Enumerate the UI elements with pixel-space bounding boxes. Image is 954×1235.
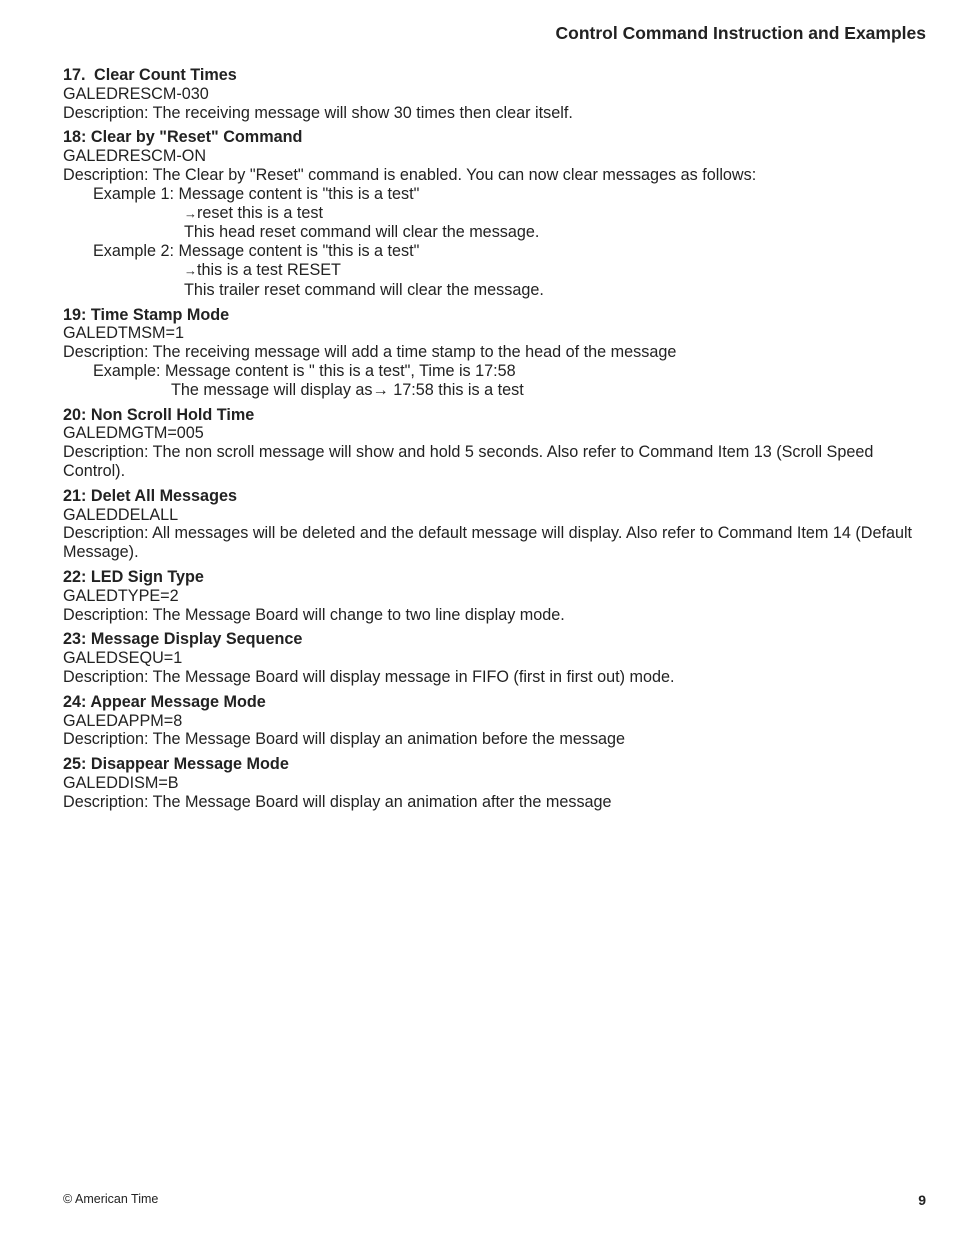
section-25 (63, 755, 918, 811)
description: Description: The Message Board will display message in FIFO (first in first out) mode. (63, 667, 675, 686)
section-title (63, 306, 918, 325)
section-number: 20: (63, 405, 87, 424)
command-code: GALEDSEQU=1 (63, 649, 183, 668)
section-20 (63, 406, 918, 481)
section-title-text: Disappear Message Mode (90, 755, 289, 774)
description: Description: The Message Board will display an animation after the message (63, 792, 612, 811)
page-number: 9 (918, 1192, 926, 1208)
description: Description: The receiving message will add a time stamp to the head of the message (63, 343, 677, 362)
example-result-text: reset this is a test (197, 203, 323, 222)
example-note: This head reset command will clear the message. (184, 223, 540, 242)
section-19 (63, 306, 918, 400)
page-header-title: Control Command Instruction and Examples (555, 23, 926, 43)
section-title (63, 755, 918, 774)
example-result-text: this is a test RESET (197, 260, 341, 279)
command-code: GALEDDELALL (63, 505, 179, 524)
example-result (63, 261, 918, 281)
description: Description: The non scroll message will show and hold 5 seconds. Also refer to Command Item 13 (Scroll Speed Control). (63, 443, 874, 480)
section-number: 25: (63, 755, 87, 774)
arrow-icon: → (184, 262, 197, 278)
command-code: GALEDAPPM=8 (63, 711, 183, 730)
description: Description: The receiving message will show 30 times then clear itself. (63, 103, 573, 122)
section-title-text: Appear Message Mode (90, 692, 266, 711)
section-24 (63, 693, 918, 749)
example-label: Example 1: Message content is "this is a test" (93, 184, 420, 203)
footer-copyright: © American Time (63, 1192, 159, 1206)
example-label: Example 2: Message content is "this is a test" (93, 242, 420, 261)
section-number: 17. (63, 66, 86, 84)
section-number: 24: (63, 692, 87, 711)
section-22 (63, 568, 918, 624)
section-title (63, 630, 918, 649)
command-code: GALEDTMSM=1 (63, 324, 184, 343)
section-18 (63, 128, 918, 299)
example-result (63, 204, 918, 224)
description: Description: The Message Board will change to two line display mode. (63, 605, 565, 624)
description: Description: All messages will be deleted and the default message will display. Also refer to Command Item 14 (Default Message). (63, 524, 913, 562)
example-label: Example: Message content is " this is a test", Time is 17:58 (93, 361, 516, 380)
arrow-icon: → (184, 205, 197, 221)
section-number: 21: (63, 486, 87, 505)
example-result: The message will display as→ 17:58 this is a test (171, 380, 524, 399)
command-code: GALEDTYPE=2 (63, 586, 179, 605)
section-title (63, 66, 918, 85)
command-code: GALEDRESCM-030 (63, 84, 209, 103)
section-title (63, 487, 918, 506)
section-title (63, 406, 918, 425)
section-title (63, 128, 918, 147)
section-number: 23: (63, 630, 87, 649)
section-title (63, 693, 918, 712)
section-number: 19: (63, 305, 87, 324)
section-title-text: Clear by "Reset" Command (90, 128, 303, 147)
section-number: 18: (63, 128, 87, 147)
section-title-text: Time Stamp Mode (90, 305, 230, 324)
example-note: This trailer reset command will clear the message. (184, 280, 544, 299)
section-title-text: Clear Count Times (94, 66, 237, 84)
section-title (63, 568, 918, 587)
section-17 (63, 66, 918, 122)
section-title-text: Message Display Sequence (90, 630, 303, 649)
description: Description: The Clear by "Reset" command is enabled. You can now clear messages as follows: (63, 165, 757, 184)
command-code: GALEDMGTM=005 (63, 424, 204, 443)
command-code: GALEDRESCM-ON (63, 147, 207, 166)
section-21 (63, 487, 918, 562)
description: Description: The Message Board will display an animation before the message (63, 730, 626, 749)
section-title-text: Delet All Messages (90, 486, 237, 505)
command-code: GALEDDISM=B (63, 773, 179, 792)
section-23 (63, 630, 918, 686)
section-title-text: Non Scroll Hold Time (90, 405, 255, 424)
document-body (63, 66, 918, 817)
section-number: 22: (63, 567, 87, 586)
section-title-text: LED Sign Type (90, 567, 204, 586)
